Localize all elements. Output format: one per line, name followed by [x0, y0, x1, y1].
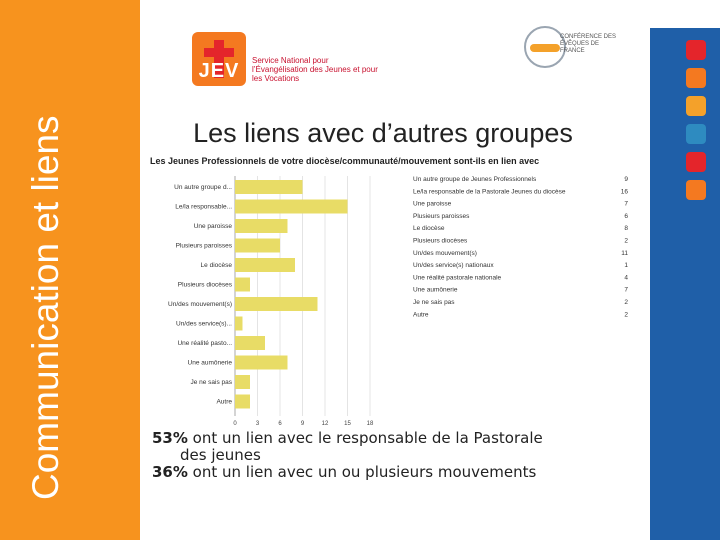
bar: [235, 336, 265, 350]
legend-value: 7: [624, 286, 628, 294]
legend-value: 16: [620, 188, 628, 196]
decor-square: [686, 96, 706, 116]
bar-chart: [150, 156, 640, 427]
jev-logo-text: Service National pour l’Évangélisation des Jeunes et pour les Vocations: [252, 56, 378, 83]
category-label: Un/des mouvement(s): [168, 301, 232, 308]
legend-label: Autre: [413, 311, 429, 319]
category-label: Autre: [216, 398, 232, 406]
bar: [235, 278, 250, 292]
slide-title: Les liens avec d’autres groupes: [193, 118, 573, 148]
category-label: Une paroisse: [193, 223, 232, 230]
jev-logo-letters: JEV: [198, 60, 240, 82]
right-decor-band: [650, 28, 720, 540]
legend-value: 2: [624, 237, 628, 245]
x-tick-label: 6: [278, 421, 282, 427]
jev-logo: [192, 32, 246, 86]
legend-label: Plusieurs diocèses: [413, 237, 468, 245]
legend-label: Un autre groupe de Jeunes Professionnels: [413, 176, 537, 183]
legend-value: 7: [624, 200, 628, 208]
category-label: Une réalité pasto...: [177, 340, 232, 347]
bar: [235, 200, 348, 214]
category-label: Le diocèse: [200, 262, 232, 269]
caption-line-2: 36% ont un lien avec un ou plusieurs mouvements: [152, 463, 537, 481]
cef-logo-text: CONFÉRENCE DES ÉVÊQUES DE FRANCE: [560, 34, 617, 54]
category-label: Un/des service(s)...: [176, 320, 232, 328]
caption-stat-2: 36%: [152, 463, 188, 481]
bar: [235, 180, 303, 194]
decor-square: [686, 180, 706, 200]
category-label: Une aumônerie: [187, 359, 232, 367]
legend-value: 4: [624, 274, 628, 282]
x-tick-label: 9: [300, 421, 305, 427]
legend-label: Une réalité pastorale nationale: [413, 274, 502, 282]
bar: [235, 317, 243, 331]
chart-title: Les Jeunes Professionnels de votre diocèse/communauté/mouvement sont-ils en lien avec: [150, 156, 540, 166]
category-label: Plusieurs diocèses: [177, 281, 232, 289]
bar: [235, 395, 250, 409]
category-label: Je ne sais pas: [190, 379, 232, 386]
legend-label: Plusieurs paroisses: [413, 212, 470, 220]
legend-value: 2: [624, 299, 628, 306]
caption: [152, 430, 632, 481]
legend-label: Un/des mouvement(s): [413, 249, 477, 257]
sidebar-title: Communication et liens: [25, 115, 66, 500]
decor-square: [686, 124, 706, 144]
legend-label: Le diocèse: [413, 225, 445, 233]
legend-value: 6: [624, 212, 628, 220]
legend-label: Un/des service(s) nationaux: [413, 262, 494, 270]
bar: [235, 258, 295, 272]
caption-stat-1: 53%: [152, 429, 188, 447]
legend-value: 1: [624, 262, 628, 270]
category-label: Le/la responsable...: [175, 203, 232, 211]
x-tick-label: 3: [255, 421, 260, 427]
decor-square: [686, 68, 706, 88]
category-label: Plusieurs paroisses: [175, 242, 232, 250]
bar: [235, 375, 250, 389]
legend-value: 8: [624, 225, 628, 233]
legend-label: Le/la responsable de la Pastorale Jeunes du diocèse: [413, 188, 566, 196]
decor-square: [686, 152, 706, 172]
legend-value: 11: [621, 249, 628, 257]
bar: [235, 297, 318, 311]
legend-label: Une aumônerie: [413, 286, 458, 294]
caption-line-1: 53% ont un lien avec le responsable de la Pastorale: [152, 429, 543, 447]
x-tick-label: 15: [344, 421, 351, 427]
bar: [235, 219, 288, 233]
category-label: Un autre groupe d...: [174, 184, 232, 191]
chart-canvas: [150, 156, 640, 427]
x-tick-label: 12: [321, 421, 329, 427]
bar: [235, 356, 288, 370]
legend-label: Une paroisse: [413, 200, 452, 208]
decor-square: [686, 40, 706, 60]
legend-value: 9: [624, 176, 628, 183]
bar: [235, 239, 280, 253]
x-tick-label: 0: [233, 421, 237, 427]
x-tick-label: 18: [366, 421, 374, 427]
legend-label: Je ne sais pas: [413, 299, 455, 306]
legend-value: 2: [624, 311, 628, 319]
caption-line-1-cont: des jeunes: [180, 446, 261, 464]
